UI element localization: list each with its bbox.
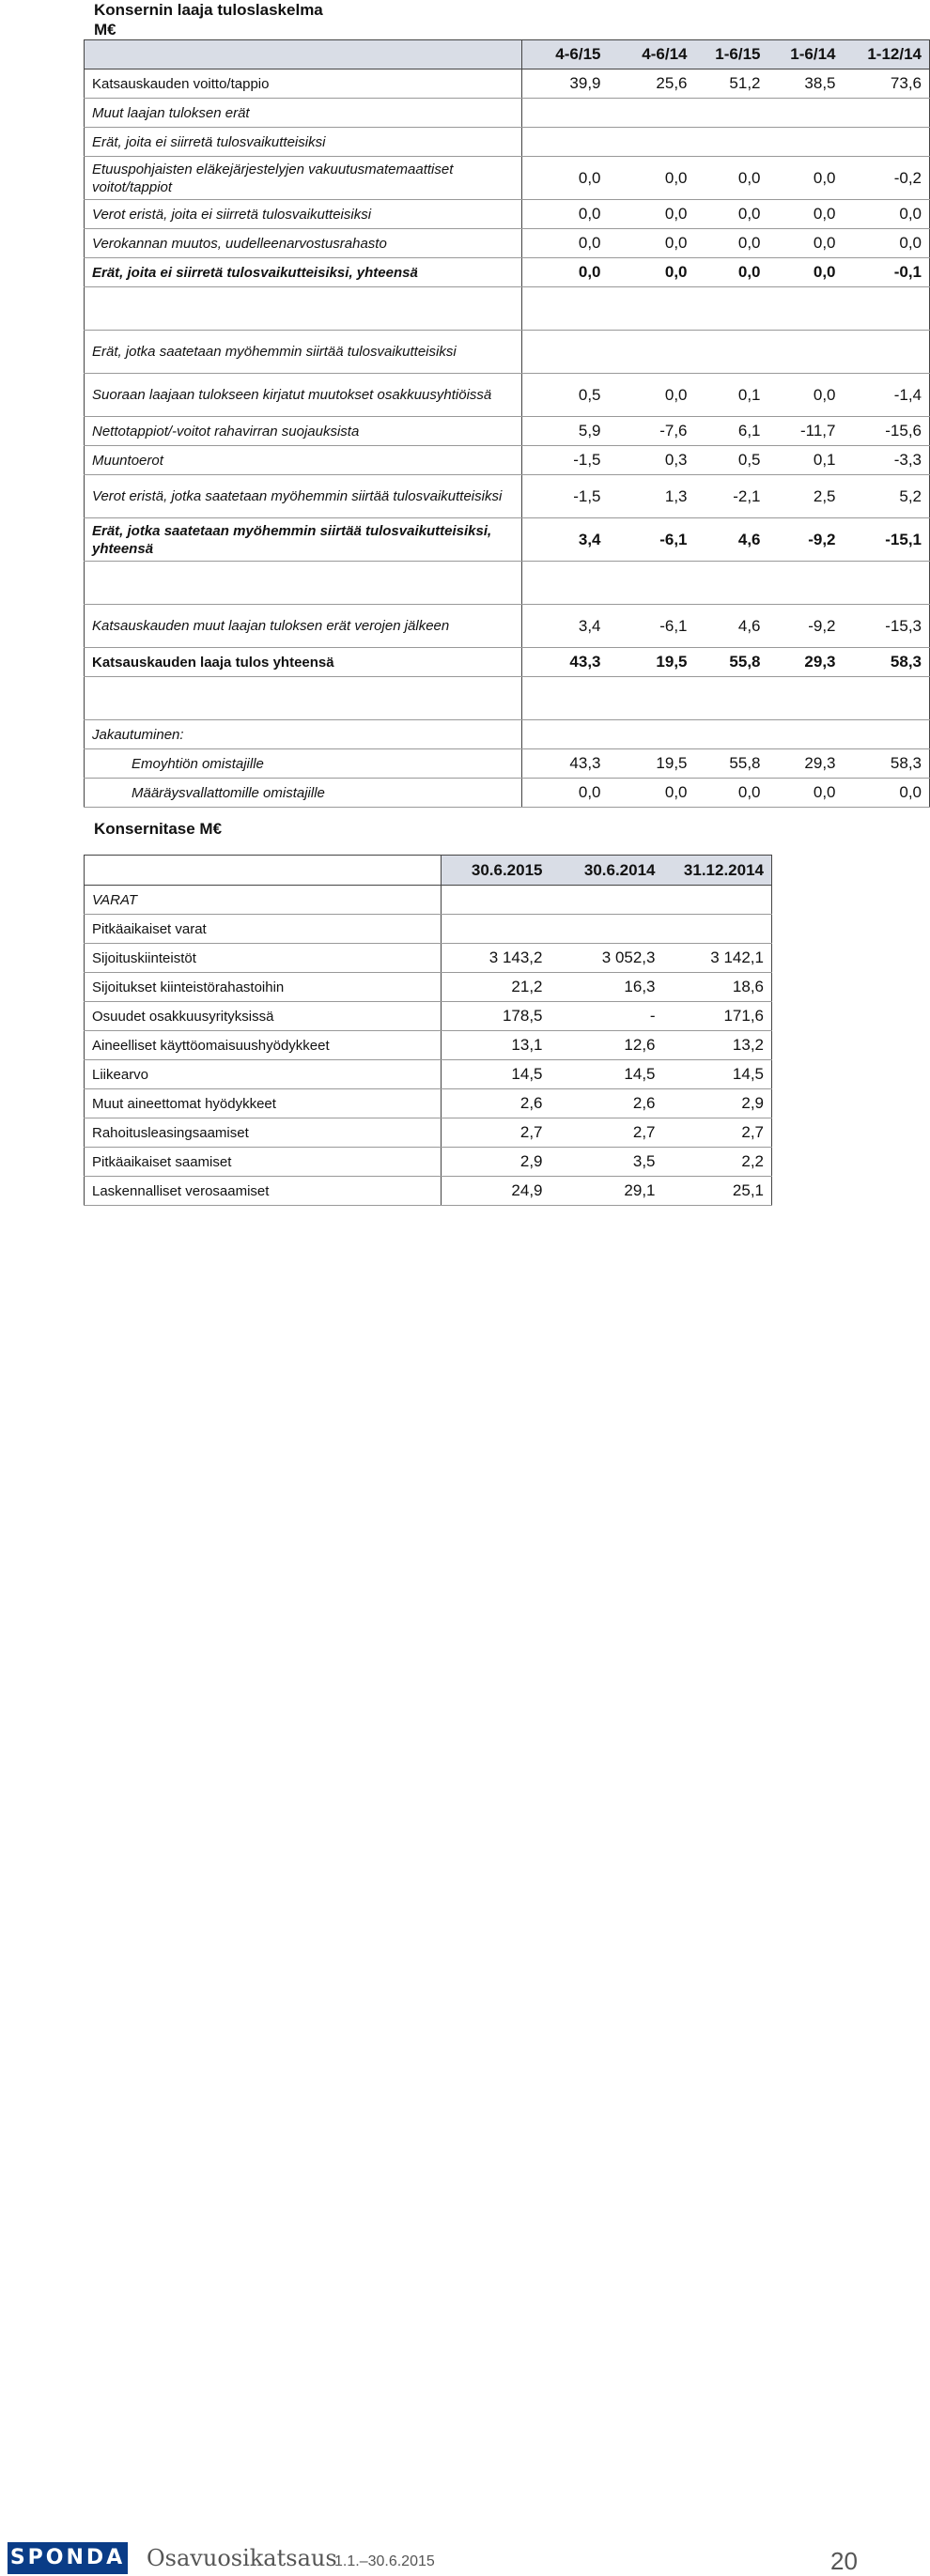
income-cell <box>695 720 768 749</box>
income-cell <box>844 720 930 749</box>
income-cell: 0,0 <box>609 200 695 229</box>
income-cell: 5,2 <box>844 475 930 518</box>
income-cell <box>695 287 768 331</box>
income-row <box>85 446 930 475</box>
balance-row-label: Muut aineettomat hyödykkeet <box>85 1089 442 1118</box>
income-cell: 4,6 <box>695 605 768 648</box>
income-row <box>85 749 930 779</box>
income-cell: 0,0 <box>522 229 609 258</box>
income-row <box>85 720 930 749</box>
income-row-label: Erät, joita ei siirretä tulosvaikutteisiksi, yhteensä <box>85 258 522 287</box>
income-header-label <box>85 40 522 69</box>
income-cell: 0,5 <box>522 374 609 417</box>
income-row-label: Emoyhtiön omistajille <box>85 749 522 779</box>
income-cell: 55,8 <box>695 648 768 677</box>
income-cell: 25,6 <box>609 69 695 99</box>
income-row <box>85 200 930 229</box>
income-cell: 0,0 <box>844 229 930 258</box>
income-cell: 0,0 <box>609 374 695 417</box>
balance-cell: 3 143,2 <box>442 944 550 973</box>
income-cell <box>768 677 844 720</box>
income-cell <box>768 331 844 374</box>
income-row <box>85 331 930 374</box>
income-cell: 55,8 <box>695 749 768 779</box>
income-cell: -3,3 <box>844 446 930 475</box>
income-row-label: Verot eristä, jotka saatetaan myöhemmin siirtää tulosvaikutteisiksi <box>85 475 522 518</box>
balance-row-label: Laskennalliset verosaamiset <box>85 1177 442 1206</box>
income-cell <box>768 720 844 749</box>
income-cell: 0,0 <box>522 200 609 229</box>
balance-cell <box>442 915 550 944</box>
balance-cell: - <box>550 1002 663 1031</box>
balance-cell: 14,5 <box>663 1060 772 1089</box>
income-row-label: Erät, jotka saatetaan myöhemmin siirtää tulosvaikutteisiksi, yhteensä <box>85 518 522 562</box>
income-title-line1: Konsernin laaja tuloslaskelma <box>94 1 323 19</box>
balance-cell <box>663 886 772 915</box>
income-cell <box>522 128 609 157</box>
balance-sheet-title: Konsernitase M€ <box>94 820 223 838</box>
balance-row <box>85 1002 772 1031</box>
page-number: 20 <box>830 2547 858 2575</box>
income-cell: 2,5 <box>768 475 844 518</box>
income-cell: 0,0 <box>522 258 609 287</box>
income-cell: -1,4 <box>844 374 930 417</box>
balance-cell: 2,6 <box>550 1089 663 1118</box>
income-statement-title <box>94 0 323 39</box>
income-cell: 6,1 <box>695 417 768 446</box>
balance-row <box>85 1060 772 1089</box>
income-cell: 0,1 <box>768 446 844 475</box>
income-row-label: Nettotappiot/-voitot rahavirran suojauksista <box>85 417 522 446</box>
balance-cell: 2,7 <box>663 1118 772 1148</box>
income-statement-table <box>84 39 930 808</box>
income-row-label: Katsauskauden laaja tulos yhteensä <box>85 648 522 677</box>
income-cell: 1,3 <box>609 475 695 518</box>
income-cell: 29,3 <box>768 749 844 779</box>
balance-header-label <box>85 856 442 886</box>
income-column-header: 1-12/14 <box>844 40 930 69</box>
income-cell <box>522 99 609 128</box>
income-cell <box>844 128 930 157</box>
income-cell <box>522 562 609 605</box>
balance-cell: 171,6 <box>663 1002 772 1031</box>
balance-cell: 13,2 <box>663 1031 772 1060</box>
income-cell: 43,3 <box>522 749 609 779</box>
balance-row <box>85 1148 772 1177</box>
balance-cell: 3 142,1 <box>663 944 772 973</box>
income-cell: -1,5 <box>522 475 609 518</box>
income-cell: 0,0 <box>609 157 695 200</box>
income-cell <box>768 128 844 157</box>
balance-row-label: VARAT <box>85 886 442 915</box>
income-row <box>85 258 930 287</box>
balance-row <box>85 1089 772 1118</box>
income-row <box>85 518 930 562</box>
balance-row-label: Sijoitukset kiinteistörahastoihin <box>85 973 442 1002</box>
income-cell <box>844 677 930 720</box>
balance-cell: 2,7 <box>442 1118 550 1148</box>
balance-cell: 21,2 <box>442 973 550 1002</box>
income-row <box>85 648 930 677</box>
income-cell: 0,0 <box>768 258 844 287</box>
balance-column-header: 30.6.2014 <box>550 856 663 886</box>
income-cell <box>695 128 768 157</box>
income-cell: 39,9 <box>522 69 609 99</box>
income-cell: 0,5 <box>695 446 768 475</box>
income-cell <box>695 331 768 374</box>
income-cell: 4,6 <box>695 518 768 562</box>
income-cell <box>609 287 695 331</box>
income-cell <box>609 99 695 128</box>
income-row-label: Katsauskauden voitto/tappio <box>85 69 522 99</box>
balance-cell: 3,5 <box>550 1148 663 1177</box>
balance-cell <box>550 915 663 944</box>
income-column-header: 1-6/15 <box>695 40 768 69</box>
income-cell: 0,1 <box>695 374 768 417</box>
balance-cell: 2,2 <box>663 1148 772 1177</box>
income-cell: 0,3 <box>609 446 695 475</box>
income-cell: 5,9 <box>522 417 609 446</box>
income-cell: 0,0 <box>522 779 609 808</box>
income-cell: 0,0 <box>768 200 844 229</box>
income-row <box>85 229 930 258</box>
balance-column-header: 31.12.2014 <box>663 856 772 886</box>
income-cell: -0,1 <box>844 258 930 287</box>
income-cell: -6,1 <box>609 518 695 562</box>
balance-cell: 2,7 <box>550 1118 663 1148</box>
report-period: 1.1.–30.6.2015 <box>334 2553 435 2569</box>
balance-cell: 14,5 <box>550 1060 663 1089</box>
income-cell: 3,4 <box>522 605 609 648</box>
income-cell: 0,0 <box>609 229 695 258</box>
income-row <box>85 605 930 648</box>
income-cell <box>695 677 768 720</box>
balance-row <box>85 1031 772 1060</box>
income-cell <box>522 287 609 331</box>
balance-cell <box>663 915 772 944</box>
income-column-header: 4-6/15 <box>522 40 609 69</box>
income-row-label: Muuntoerot <box>85 446 522 475</box>
report-name: Osavuosikatsaus <box>147 2545 337 2571</box>
balance-cell: 14,5 <box>442 1060 550 1089</box>
balance-cell: 2,6 <box>442 1089 550 1118</box>
balance-cell: 25,1 <box>663 1177 772 1206</box>
income-row <box>85 374 930 417</box>
income-row <box>85 475 930 518</box>
income-cell: 0,0 <box>768 779 844 808</box>
balance-cell <box>442 886 550 915</box>
income-cell: 0,0 <box>844 200 930 229</box>
balance-row <box>85 915 772 944</box>
balance-cell <box>550 886 663 915</box>
income-cell <box>695 562 768 605</box>
sponda-logo: SPONDA <box>8 2542 128 2574</box>
balance-cell: 2,9 <box>663 1089 772 1118</box>
income-row-label <box>85 562 522 605</box>
balance-cell: 12,6 <box>550 1031 663 1060</box>
balance-cell: 29,1 <box>550 1177 663 1206</box>
income-cell <box>844 287 930 331</box>
balance-cell: 16,3 <box>550 973 663 1002</box>
balance-row-label: Aineelliset käyttöomaisuushyödykkeet <box>85 1031 442 1060</box>
income-cell <box>522 720 609 749</box>
income-row-label: Verot eristä, joita ei siirretä tulosvaikutteisiksi <box>85 200 522 229</box>
balance-cell: 3 052,3 <box>550 944 663 973</box>
income-column-header: 1-6/14 <box>768 40 844 69</box>
income-cell: -7,6 <box>609 417 695 446</box>
income-cell: 19,5 <box>609 749 695 779</box>
income-cell: -15,1 <box>844 518 930 562</box>
income-cell: -1,5 <box>522 446 609 475</box>
income-cell: 73,6 <box>844 69 930 99</box>
balance-cell: 13,1 <box>442 1031 550 1060</box>
balance-row-label: Pitkäaikaiset saamiset <box>85 1148 442 1177</box>
income-cell <box>768 287 844 331</box>
income-title-line2: M€ <box>94 21 116 39</box>
balance-row <box>85 1118 772 1148</box>
income-row-label: Määräysvallattomille omistajille <box>85 779 522 808</box>
income-row-label: Katsauskauden muut laajan tuloksen erät verojen jälkeen <box>85 605 522 648</box>
income-cell: -11,7 <box>768 417 844 446</box>
income-cell: 29,3 <box>768 648 844 677</box>
income-row <box>85 128 930 157</box>
balance-header-row <box>85 856 772 886</box>
balance-sheet-table <box>84 855 772 1206</box>
income-row-label: Suoraan laajaan tulokseen kirjatut muutokset osakkuusyhtiöissä <box>85 374 522 417</box>
income-cell <box>609 331 695 374</box>
income-cell <box>768 99 844 128</box>
income-cell: -15,6 <box>844 417 930 446</box>
income-row <box>85 157 930 200</box>
income-cell: -2,1 <box>695 475 768 518</box>
income-cell: 43,3 <box>522 648 609 677</box>
income-row-label <box>85 287 522 331</box>
income-cell <box>844 331 930 374</box>
income-cell: 0,0 <box>695 229 768 258</box>
income-cell <box>695 99 768 128</box>
balance-row-label: Rahoitusleasingsaamiset <box>85 1118 442 1148</box>
income-cell: 0,0 <box>695 200 768 229</box>
balance-row-label: Pitkäaikaiset varat <box>85 915 442 944</box>
income-row-label: Erät, jotka saatetaan myöhemmin siirtää tulosvaikutteisiksi <box>85 331 522 374</box>
income-cell <box>609 720 695 749</box>
income-row-label: Jakautuminen: <box>85 720 522 749</box>
income-row-label: Erät, joita ei siirretä tulosvaikutteisiksi <box>85 128 522 157</box>
income-row <box>85 287 930 331</box>
income-cell: -9,2 <box>768 605 844 648</box>
balance-cell: 24,9 <box>442 1177 550 1206</box>
income-cell: 0,0 <box>522 157 609 200</box>
income-cell: -15,3 <box>844 605 930 648</box>
income-cell <box>609 128 695 157</box>
footer <box>0 1270 902 2575</box>
income-row <box>85 677 930 720</box>
income-cell: 0,0 <box>609 779 695 808</box>
income-cell: 3,4 <box>522 518 609 562</box>
balance-row-label: Sijoituskiinteistöt <box>85 944 442 973</box>
income-cell <box>844 562 930 605</box>
balance-cell: 2,9 <box>442 1148 550 1177</box>
income-row <box>85 779 930 808</box>
income-cell: 0,0 <box>844 779 930 808</box>
income-cell <box>522 677 609 720</box>
income-cell <box>609 562 695 605</box>
income-row <box>85 417 930 446</box>
income-row <box>85 562 930 605</box>
income-cell: 38,5 <box>768 69 844 99</box>
income-cell: 0,0 <box>768 157 844 200</box>
balance-column-header: 30.6.2015 <box>442 856 550 886</box>
income-row-label <box>85 677 522 720</box>
income-cell: 0,0 <box>695 258 768 287</box>
income-cell: 51,2 <box>695 69 768 99</box>
income-row-label: Etuuspohjaisten eläkejärjestelyjen vakuutusmatemaattiset voitot/tappiot <box>85 157 522 200</box>
income-cell: 58,3 <box>844 749 930 779</box>
income-cell: 0,0 <box>768 229 844 258</box>
balance-row <box>85 944 772 973</box>
income-cell <box>609 677 695 720</box>
income-row-label: Verokannan muutos, uudelleenarvostusrahasto <box>85 229 522 258</box>
income-cell: 0,0 <box>695 779 768 808</box>
balance-row-label: Liikearvo <box>85 1060 442 1089</box>
income-header-row <box>85 40 930 69</box>
income-cell <box>768 562 844 605</box>
income-cell: -0,2 <box>844 157 930 200</box>
balance-row-label: Osuudet osakkuusyrityksissä <box>85 1002 442 1031</box>
income-cell: 58,3 <box>844 648 930 677</box>
income-row <box>85 69 930 99</box>
income-cell <box>522 331 609 374</box>
income-cell: 0,0 <box>768 374 844 417</box>
income-cell: 0,0 <box>695 157 768 200</box>
income-cell: 19,5 <box>609 648 695 677</box>
balance-cell: 18,6 <box>663 973 772 1002</box>
income-cell: -9,2 <box>768 518 844 562</box>
balance-row <box>85 886 772 915</box>
income-cell: 0,0 <box>609 258 695 287</box>
income-column-header: 4-6/14 <box>609 40 695 69</box>
balance-row <box>85 1177 772 1206</box>
income-cell: -6,1 <box>609 605 695 648</box>
balance-cell: 178,5 <box>442 1002 550 1031</box>
income-cell <box>844 99 930 128</box>
income-row-label: Muut laajan tuloksen erät <box>85 99 522 128</box>
balance-row <box>85 973 772 1002</box>
income-row <box>85 99 930 128</box>
